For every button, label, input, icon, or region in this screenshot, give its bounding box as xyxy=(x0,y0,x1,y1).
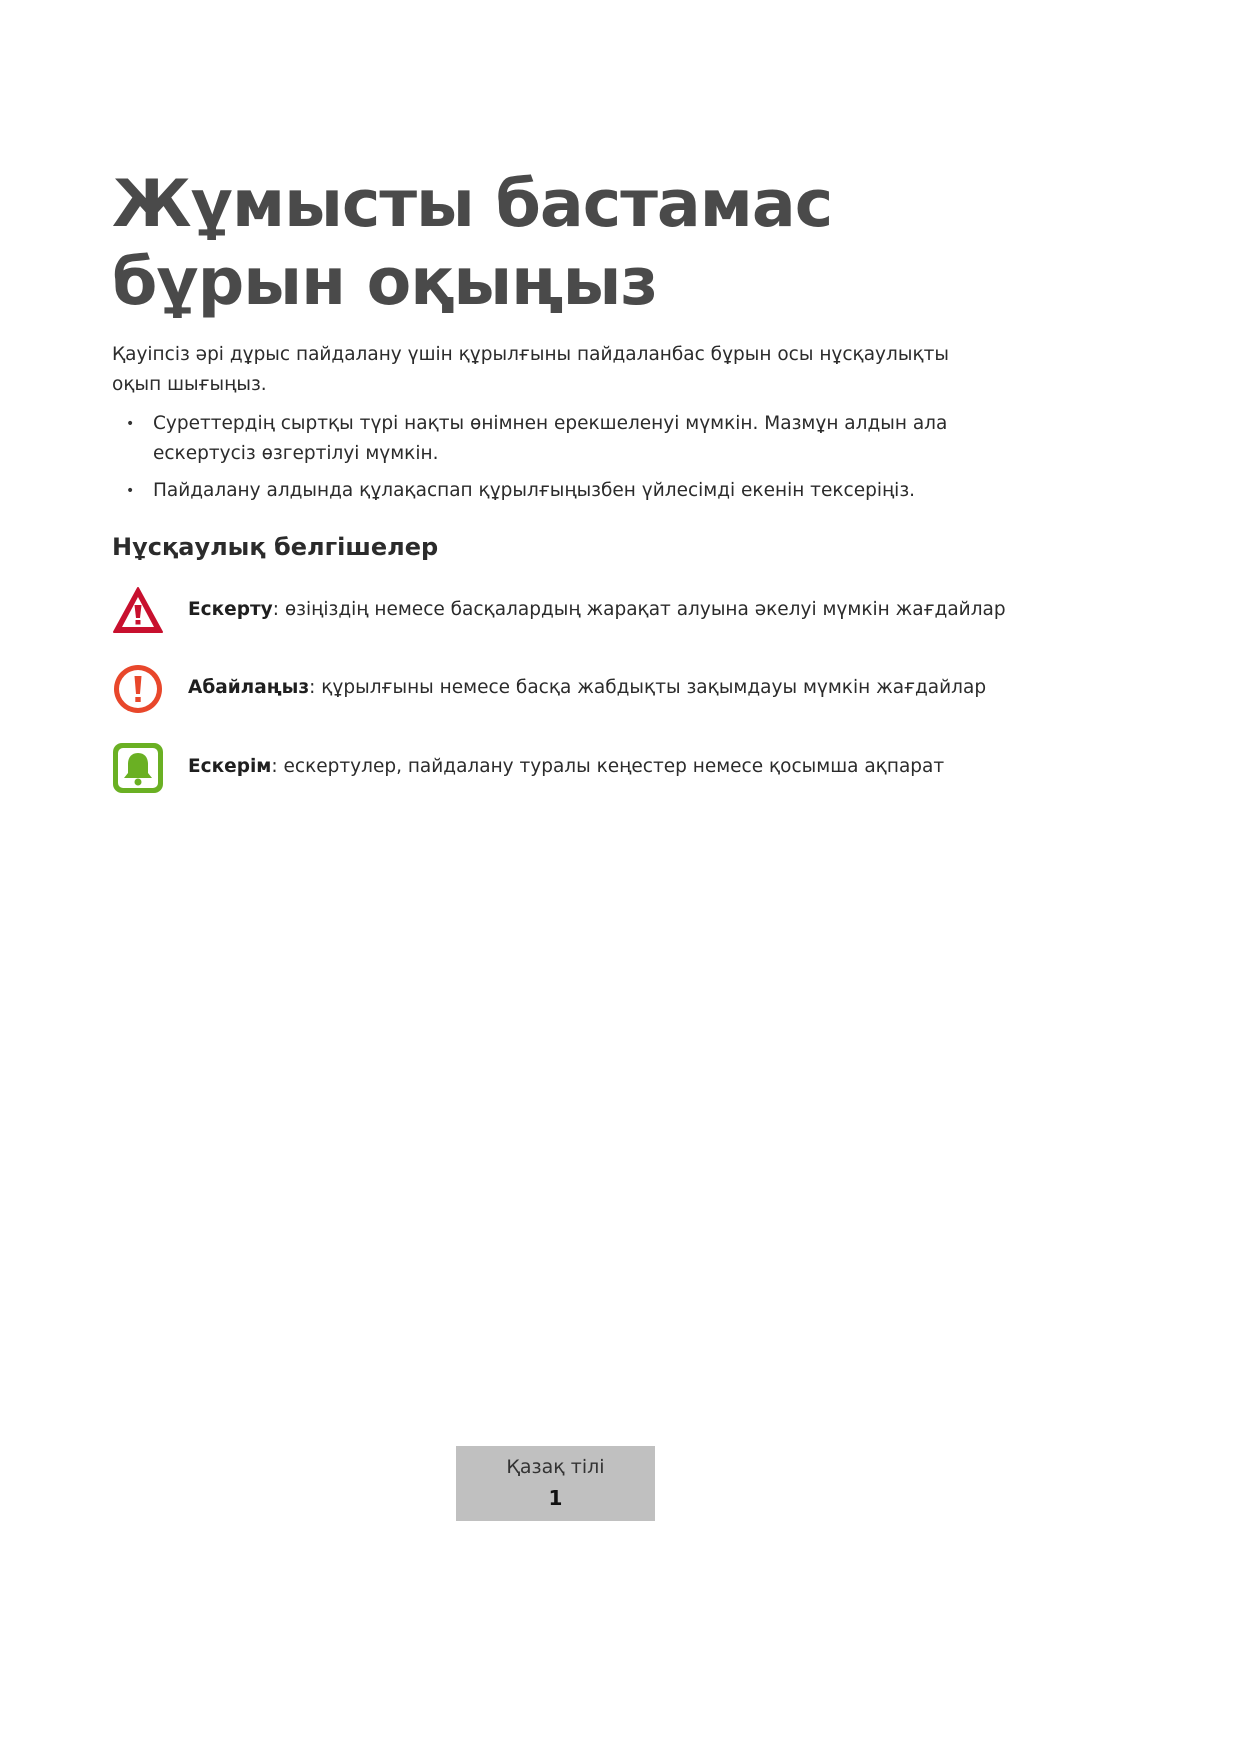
list-item xyxy=(112,409,972,469)
page-footer xyxy=(456,1446,655,1521)
warning-triangle-icon xyxy=(112,585,164,637)
notice-separator: : xyxy=(272,599,279,620)
notice-text xyxy=(188,595,1006,625)
section-heading: Нұсқаулық белгішелер xyxy=(112,533,439,561)
notice-caution xyxy=(112,663,1012,715)
bullet-marker: • xyxy=(126,416,135,432)
bullet-marker: • xyxy=(126,483,135,499)
list-item-text: Пайдалану алдында құлақаспап құрылғыңызбен үйлесімді екенін тексеріңіз. xyxy=(153,480,916,501)
list-item xyxy=(112,476,972,506)
notice-separator: : xyxy=(309,677,316,698)
bullet-list xyxy=(112,409,972,513)
notice-description: өзіңіздің немесе басқалардың жарақат алуына әкелуі мүмкін жағдайлар xyxy=(278,599,1006,620)
intro-paragraph: Қауіпсіз әрі дұрыс пайдалану үшін құрылғыны пайдаланбас бұрын осы нұсқаулықты оқып шығыңыз. xyxy=(112,344,949,395)
notice-warning xyxy=(112,585,1012,637)
note-bell-icon xyxy=(112,742,164,794)
notice-text xyxy=(188,752,944,782)
page-number: 1 xyxy=(548,1486,563,1510)
notice-note xyxy=(112,742,1012,794)
notice-description: құрылғыны немесе басқа жабдықты зақымдауы мүмкін жағдайлар xyxy=(315,677,987,698)
notice-separator: : xyxy=(271,756,278,777)
notice-description: ескертулер, пайдалану туралы кеңестер немесе қосымша ақпарат xyxy=(277,756,945,777)
caution-circle-icon xyxy=(112,663,164,715)
list-item-text: Суреттердің сыртқы түрі нақты өнімнен ерекшеленуі мүмкін. Мазмұн алдын ала ескертусіз өзгертілуі мүмкін. xyxy=(153,413,948,464)
footer-language: Қазақ тілі xyxy=(506,1456,605,1478)
notice-term: Ескерту xyxy=(188,599,273,620)
notice-term: Абайлаңыз xyxy=(188,677,310,698)
notice-term: Ескерім xyxy=(188,756,272,777)
page-title: Жұмысты бастамас бұрын оқыңыз xyxy=(112,167,833,320)
notice-text xyxy=(188,673,986,703)
